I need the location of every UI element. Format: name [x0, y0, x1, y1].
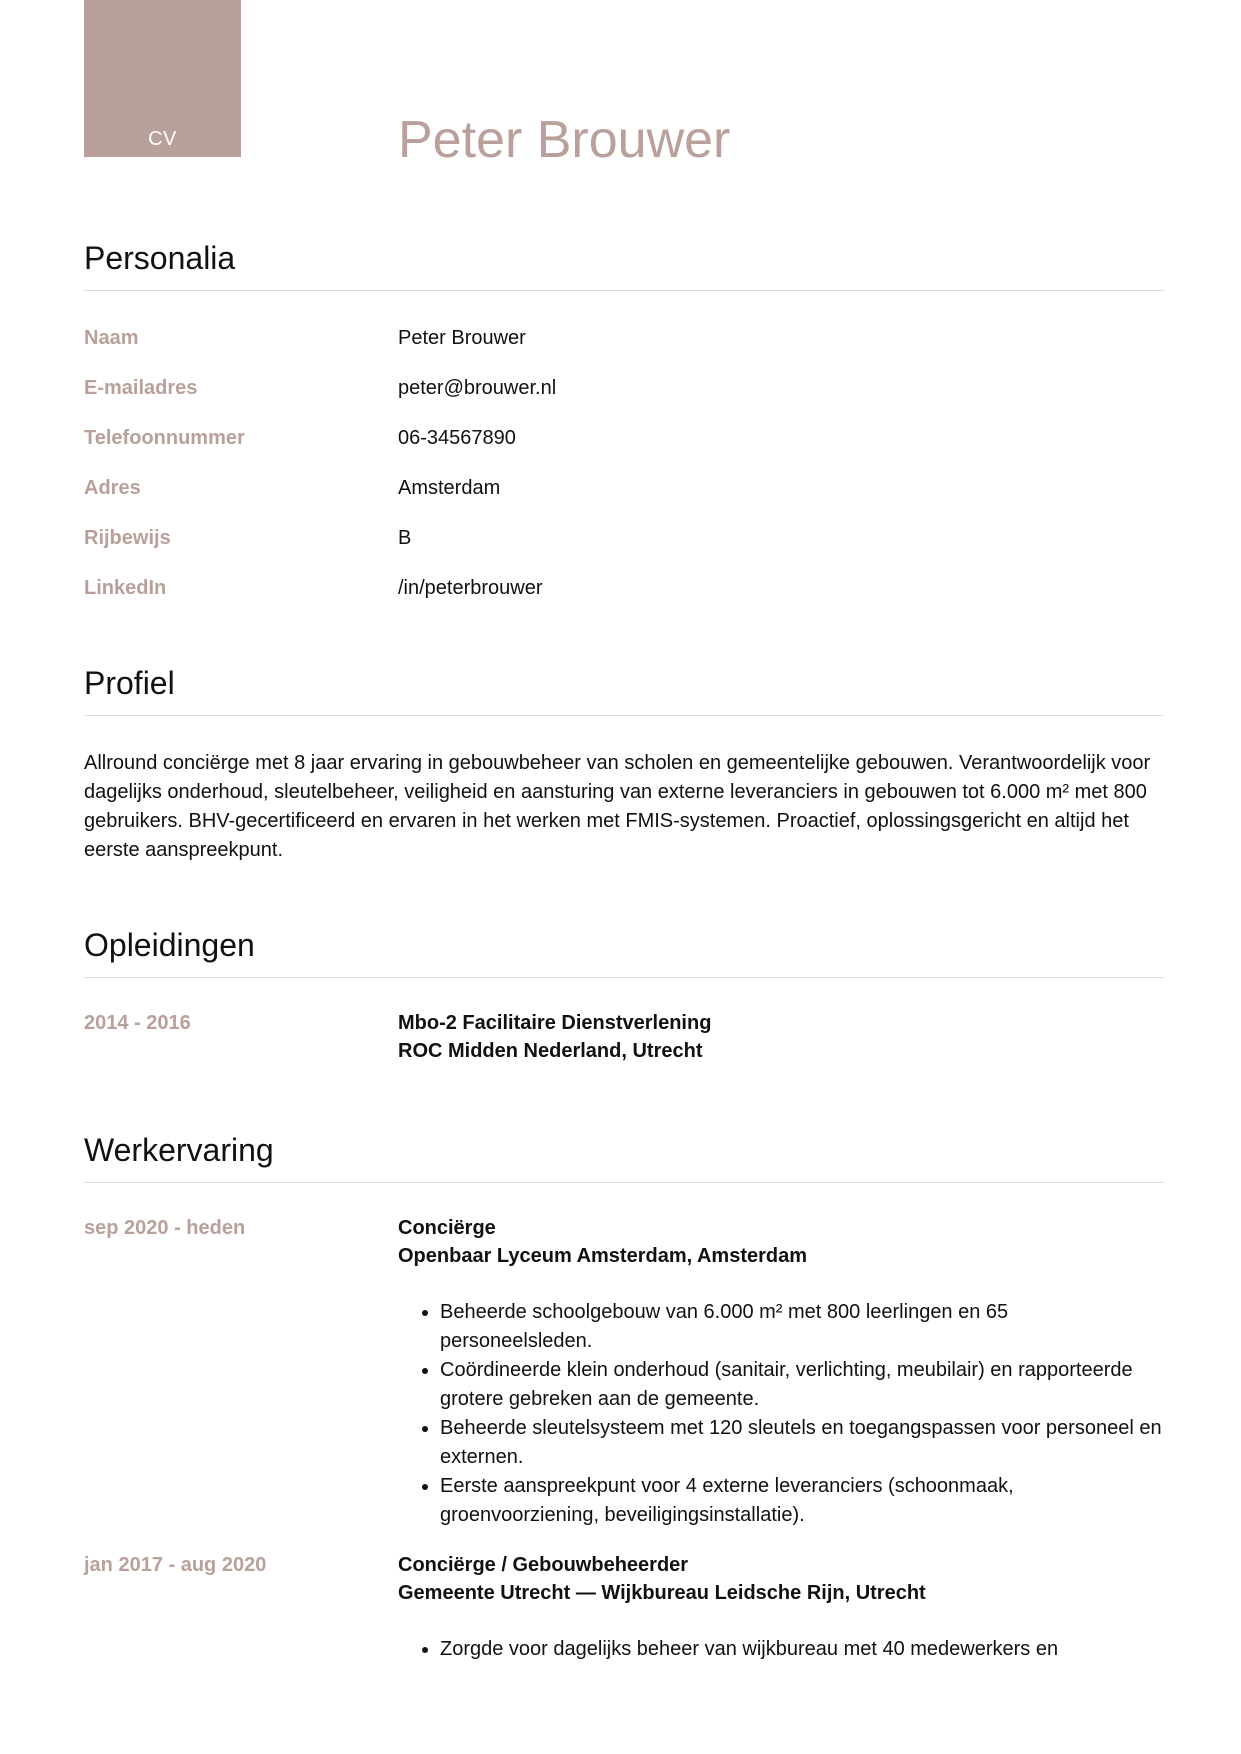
personalia-list	[84, 291, 1164, 624]
personalia-value: Peter Brouwer	[398, 327, 526, 349]
personalia-value: peter@brouwer.nl	[398, 377, 557, 399]
job-bullets	[398, 1298, 1164, 1530]
education-body	[398, 1009, 1164, 1065]
job-body	[398, 1551, 1164, 1664]
personalia-value: B	[398, 527, 412, 549]
job-body	[398, 1214, 1164, 1530]
personalia-row-email	[84, 374, 1164, 424]
education-institution: ROC Midden Nederland, Utrecht	[398, 1040, 703, 1062]
job-period: jan 2017 - aug 2020	[84, 1554, 267, 1576]
personalia-label: Naam	[84, 327, 139, 349]
section-title-opleidingen: Opleidingen	[84, 925, 1164, 978]
job-period: sep 2020 - heden	[84, 1217, 246, 1239]
job-employer: Openbaar Lyceum Amsterdam, Amsterdam	[398, 1245, 808, 1267]
section-opleidingen	[84, 925, 1164, 1065]
personalia-label: LinkedIn	[84, 577, 167, 599]
job-title: Conciërge / Gebouwbeheerder	[398, 1554, 689, 1576]
personalia-row-naam	[84, 324, 1164, 374]
photo-label: CV	[148, 128, 177, 150]
personalia-row-telefoon	[84, 424, 1164, 474]
personalia-value: /in/peterbrouwer	[398, 577, 543, 599]
section-title-personalia: Personalia	[84, 238, 1164, 291]
job-bullets	[398, 1635, 1164, 1664]
photo-placeholder	[84, 0, 241, 157]
job-bullet: • Eerste aanspreekpunt voor 4 externe leveranciers (schoonmaak, groenvoorziening, beveiligingsinstallatie).	[440, 1472, 1164, 1530]
job-title: Conciërge	[398, 1217, 496, 1239]
job-entry	[84, 1214, 1164, 1530]
personalia-value: 06-34567890	[398, 427, 516, 449]
personalia-row-linkedin	[84, 574, 1164, 624]
personalia-value: Amsterdam	[398, 477, 501, 499]
section-title-werkervaring: Werkervaring	[84, 1130, 1164, 1183]
education-title: Mbo-2 Facilitaire Dienstverlening	[398, 1012, 712, 1034]
section-werkervaring	[84, 1130, 1164, 1664]
job-bullet: • Zorgde voor dagelijks beheer van wijkbureau met 40 medewerkers en	[440, 1635, 1164, 1664]
profile-text: Allround conciërge met 8 jaar ervaring in gebouwbeheer van scholen en gemeentelijke gebouwen. Verantwoordelijk voor dagelijks onderhoud, sleutelbeheer, veiligheid en aansturing van externe leveranciers in gebouwen tot 6.000 m² met 800 gebruikers. BHV-gecertificeerd en ervaren in het werken met FMIS-systemen. Proactief, oplossingsgericht en altijd het eerste aanspreekpunt.	[84, 752, 1151, 861]
section-title-profiel: Profiel	[84, 663, 1164, 716]
job-entry	[84, 1551, 1164, 1664]
personalia-row-adres	[84, 474, 1164, 524]
section-personalia	[84, 238, 1164, 624]
job-employer: Gemeente Utrecht — Wijkbureau Leidsche Rijn, Utrecht	[398, 1582, 926, 1604]
personalia-label: Adres	[84, 477, 141, 499]
personalia-row-rijbewijs	[84, 524, 1164, 574]
section-profiel	[84, 663, 1164, 865]
candidate-name: Peter Brouwer	[398, 111, 731, 169]
education-period: 2014 - 2016	[84, 1012, 191, 1034]
personalia-label: E-mailadres	[84, 377, 198, 399]
job-bullet: • Beheerde schoolgebouw van 6.000 m² met 800 leerlingen en 65 personeelsleden.	[440, 1298, 1164, 1356]
personalia-label: Rijbewijs	[84, 527, 171, 549]
job-bullet: • Beheerde sleutelsysteem met 120 sleutels en toegangspassen voor personeel en externen.	[440, 1414, 1164, 1472]
education-entry	[84, 1009, 1164, 1065]
personalia-label: Telefoonnummer	[84, 427, 245, 449]
job-bullet: • Coördineerde klein onderhoud (sanitair, verlichting, meubilair) en rapporteerde grotere gebreken aan de gemeente.	[440, 1356, 1164, 1414]
